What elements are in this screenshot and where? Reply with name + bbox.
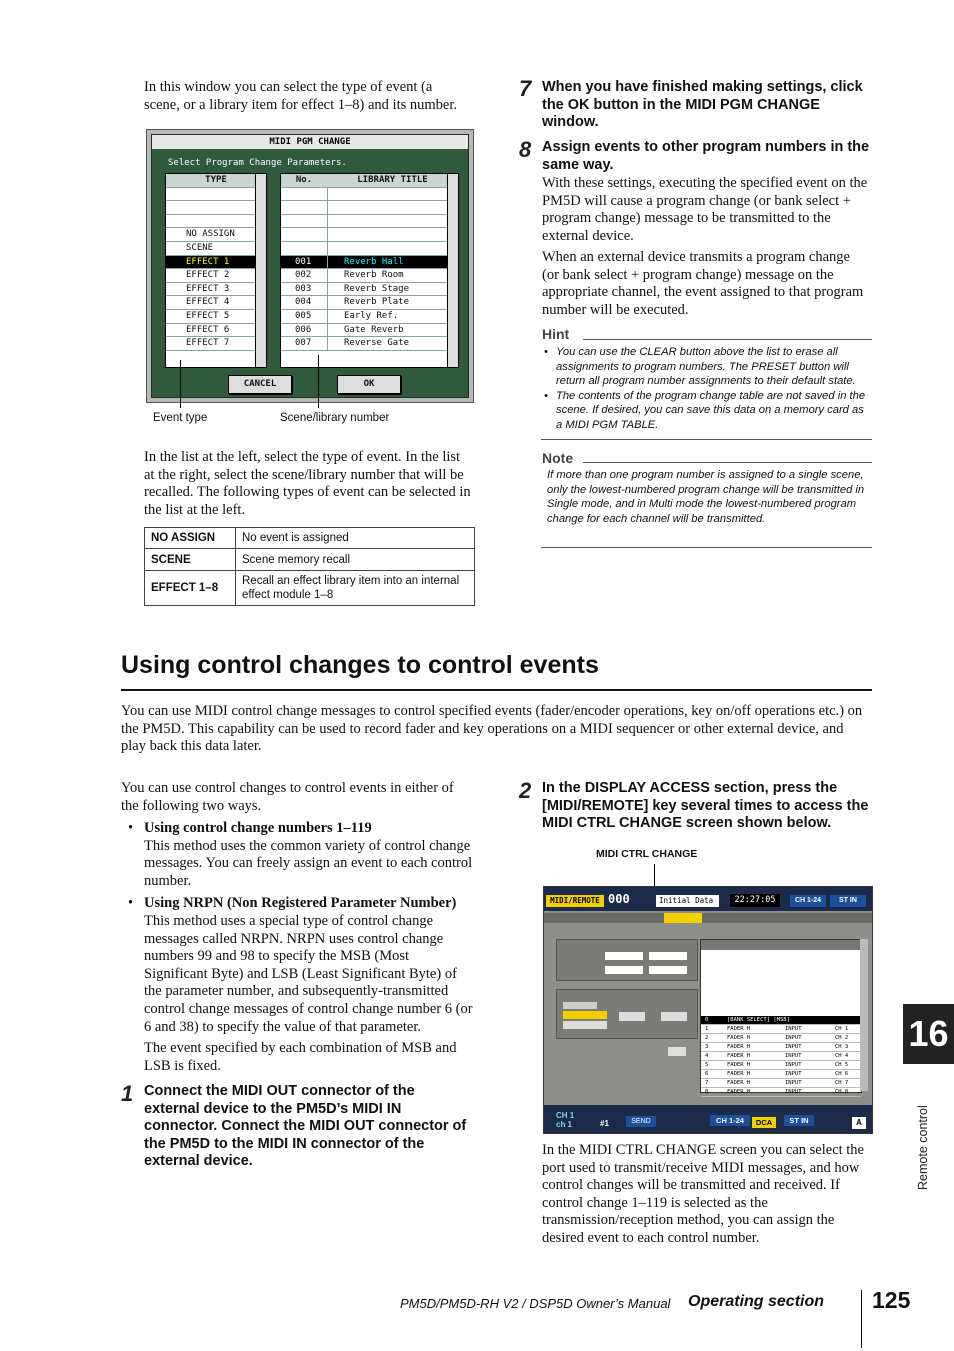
cc-channel: CH 5: [835, 1062, 849, 1068]
type-list-item[interactable]: SCENE: [166, 242, 255, 256]
program-number: [281, 228, 327, 241]
rx-port-field[interactable]: [649, 952, 687, 960]
table-key: SCENE: [145, 549, 236, 571]
program-number: 003: [295, 283, 312, 294]
hint-rule: [583, 339, 872, 340]
type-list-item[interactable]: [166, 188, 255, 202]
page-number: 125: [872, 1287, 911, 1313]
bullet-extra: The event specified by each combination of MSB and LSB is fixed.: [144, 1040, 457, 1074]
note-rule: [583, 462, 872, 463]
cc-number: 4: [705, 1053, 709, 1059]
midi-pgm-change-window: [146, 129, 474, 403]
cc-channel: CH 7: [835, 1080, 849, 1086]
library-scrollbar[interactable]: [447, 174, 458, 367]
cc-number: 0: [705, 1017, 709, 1023]
cc-channel: CH 1: [835, 1026, 849, 1032]
window-subtitle: Select Program Change Parameters.: [168, 158, 347, 168]
type-list-item[interactable]: [166, 215, 255, 229]
type-list[interactable]: [165, 173, 267, 368]
control-change-setup-panel: [556, 989, 698, 1039]
table-key: EFFECT 1–8: [145, 571, 236, 606]
library-title-header: LIBRARY TITLE: [357, 175, 428, 185]
program-number: [281, 201, 327, 214]
ctrl-callout: MIDI CTRL CHANGE: [596, 848, 698, 860]
library-list-item[interactable]: [281, 188, 447, 202]
type-list-item[interactable]: EFFECT 2: [166, 269, 255, 283]
cc-event-name: FADER H: [727, 1026, 751, 1032]
type-list-item[interactable]: EFFECT 3: [166, 283, 255, 297]
event-type-table: [144, 527, 475, 606]
note-text: If more than one program number is assigned to a single scene, only the lowest-numbered program change will be transmitted in Single mode, and in Multi mode the lowest-numbered program change for each channel will be transmitted.: [547, 469, 865, 525]
cc-event-type: INPUT: [785, 1044, 802, 1050]
step-2-title: In the DISPLAY ACCESS section, press the [MIDI/REMOTE] key several times to access the MIDI CTRL CHANGE screen shown below.: [542, 780, 869, 832]
cc-event-name: FADER H: [727, 1053, 751, 1059]
step-7-number: 7: [519, 76, 532, 101]
midi-setup-panel: [556, 939, 698, 981]
program-number: 001: [281, 256, 327, 269]
control-change-row[interactable]: [701, 1088, 861, 1097]
list-header: [701, 940, 861, 950]
bullet-title: Using NRPN (Non Registered Parameter Number): [144, 895, 457, 912]
cc-channel: CH 8: [835, 1089, 849, 1095]
footer-manual: PM5D/PM5D-RH V2 / DSP5D Owner’s Manual: [400, 1296, 671, 1311]
cc-number: 3: [705, 1044, 709, 1050]
library-title: Early Ref.: [327, 310, 447, 323]
cc-event-type: INPUT: [785, 1089, 802, 1095]
table-desc: Recall an effect library item into an internal effect module 1–8: [236, 571, 475, 606]
list-paragraph: In the list at the left, select the type of event. In the list at the right, select the scene/library number that will be recalled. The following types of event can be selected in the list at the left.: [144, 449, 471, 518]
type-header: TYPE: [166, 174, 266, 188]
control-change-event-list[interactable]: [700, 939, 862, 1093]
program-number: [281, 188, 327, 201]
program-number: 002: [295, 270, 312, 281]
note-label: Note: [542, 450, 574, 466]
section-title: Using control changes to control events: [121, 651, 599, 679]
cc-number: 1: [705, 1026, 709, 1032]
library-list-item[interactable]: [281, 310, 447, 324]
control-change-row[interactable]: [701, 1070, 861, 1079]
cc-event-name: FADER H: [727, 1080, 751, 1086]
stin-button[interactable]: ST IN: [784, 1115, 814, 1126]
meter-stin-button[interactable]: ST IN: [830, 895, 866, 907]
event-type-callout: Event type: [153, 412, 208, 424]
table-multi-button[interactable]: [563, 1021, 607, 1029]
hint-item: • The contents of the program change table are not saved in the scene. If desired, you can save this data on a memory card as a MIDI PGM TABLE.: [544, 389, 866, 431]
control-change-row[interactable]: [701, 1052, 861, 1061]
ctrl-paragraph: In the MIDI CTRL CHANGE screen you can select the port used to transmit/receive MIDI messages, and how control changes will be transmitted and received. If control change 1–119 is selected as the transmission/reception method, you can assign the desired event to each control number.: [542, 1142, 864, 1246]
scene-number: 000: [608, 892, 630, 906]
footer-section: Operating section: [688, 1293, 825, 1310]
program-number: [281, 215, 327, 228]
cc-channel: [831, 1016, 861, 1024]
step-8-number: 8: [519, 137, 532, 162]
window-title: MIDI PGM CHANGE: [152, 135, 468, 149]
program-number: 006: [295, 324, 312, 335]
note-bottom-rule: [541, 547, 872, 548]
step-1-title: Connect the MIDI OUT connector of the external device to the PM5D’s MIDI IN connector. Connect the MIDI OUT connector of the PM5D to the MIDI IN connector of the external device.: [144, 1083, 467, 1170]
scene-library-callout: Scene/library number: [280, 412, 390, 424]
library-list-item[interactable]: [281, 324, 447, 338]
step-2-number: 2: [519, 778, 532, 803]
library-title: [327, 188, 447, 201]
control-change-row[interactable]: [701, 1025, 861, 1034]
library-list[interactable]: [280, 173, 459, 368]
library-title: Reverb Hall: [327, 256, 447, 269]
section-intro: You can use MIDI control change messages to control specified events (fader/encoder operations, key on/off operations etc.) on the PM5D. This capability can be used to record fader and key operations on a MIDI sequencer or other external device, and play back this data later.: [121, 703, 863, 755]
cc-event-name: FADER H: [727, 1062, 751, 1068]
control-change-row[interactable]: [701, 1079, 861, 1088]
table-key: NO ASSIGN: [145, 528, 236, 549]
control-change-row[interactable]: [701, 1043, 861, 1052]
cc-channel: CH 4: [835, 1053, 849, 1059]
library-title: Reverse Gate: [327, 337, 447, 350]
cancel-button[interactable]: CANCEL: [228, 375, 292, 394]
type-list-item[interactable]: EFFECT 4: [166, 296, 255, 310]
library-list-item[interactable]: [281, 337, 447, 351]
step-7-title: When you have finished making settings, click the OK button in the MIDI PGM CHANGE window.: [542, 79, 863, 131]
tab-midi-remote[interactable]: MIDI/REMOTE: [546, 895, 604, 907]
library-header-row: [281, 174, 458, 188]
cc-number: 2: [705, 1035, 709, 1041]
cc-event-type: INPUT: [785, 1071, 802, 1077]
library-list-item[interactable]: [281, 269, 447, 283]
cc-channel: CH 2: [835, 1035, 849, 1041]
type-scrollbar[interactable]: [255, 174, 266, 367]
layer-a-indicator: A: [852, 1117, 866, 1129]
scene-name: Initial Data: [656, 895, 719, 907]
bullet-list: [128, 820, 474, 1075]
list-scrollbar[interactable]: [860, 939, 868, 1091]
cc-event-type: INPUT: [785, 1080, 802, 1086]
nrpn-button[interactable]: [563, 1002, 597, 1009]
library-title: [327, 228, 447, 241]
library-title: [327, 242, 447, 255]
hint-item: • You can use the CLEAR button above the list to erase all assignments to program numbers. The PRESET button will return all program number assignments to their default state.: [544, 346, 856, 388]
chapter-label: Remote control: [916, 1105, 930, 1190]
cc-channel: CH 6: [835, 1071, 849, 1077]
hint-label: Hint: [542, 326, 570, 342]
cc-number: 5: [705, 1062, 709, 1068]
midi-ctrl-change-screen: [543, 886, 873, 1134]
table-cc-button[interactable]: [563, 1011, 607, 1019]
sub-tab-row[interactable]: [544, 913, 872, 923]
cc-event-name: [BANK SELECT] [MSB]: [727, 1017, 790, 1023]
control-change-row[interactable]: [701, 1034, 861, 1043]
control-change-row[interactable]: [701, 1061, 861, 1070]
table-desc: No event is assigned: [236, 528, 475, 549]
type-list-item[interactable]: NO ASSIGN: [166, 228, 255, 242]
library-list-item[interactable]: [281, 256, 447, 270]
type-list-item[interactable]: [166, 201, 255, 215]
screen-bottom-bar: [544, 1105, 872, 1133]
tx-off-button[interactable]: [619, 1012, 645, 1021]
bullet-title: Using control change numbers 1–119: [144, 820, 372, 836]
rx-off-button[interactable]: [661, 1012, 687, 1021]
cc-event-type: [781, 1016, 831, 1024]
cc-event-name: FADER H: [727, 1089, 751, 1095]
section-rule: [121, 689, 872, 691]
list-item: • Using NRPN (Non Registered Parameter Number) This method uses a special type of control change messages called NRPN. NRPN uses control change numbers 99 and 98 to specify the MSB (Most Significant Byte) and LSB (Least Significant Byte) of the parameter number, and subsequently-transmitted control change messages of control change number 6 (or 6 and 38) to specify the value of that parameter. The event specified by each combination of MSB and LSB is fixed.: [128, 895, 473, 1074]
cc-number: 6: [705, 1071, 709, 1077]
step-8-paragraph-1: With these settings, executing the specified event on the PM5D will cause a program change (or bank select + program change) message to be transmitted to the external device.: [542, 175, 868, 244]
send-button[interactable]: SEND: [626, 1116, 656, 1127]
cc-event-name: FADER H: [727, 1035, 751, 1041]
cc-event-type: INPUT: [785, 1026, 802, 1032]
meter-ch-button[interactable]: CH 1-24: [790, 895, 826, 907]
chapter-tab: 16: [903, 1004, 954, 1064]
library-title: [327, 201, 447, 214]
ok-button[interactable]: OK: [337, 375, 401, 394]
tab-ctrl-change-active[interactable]: [664, 913, 702, 923]
table-desc: Scene memory recall: [236, 549, 475, 571]
scene-library-leader: [318, 355, 319, 408]
list-item: • Using control change numbers 1–119 This method uses the common variety of control change messages. You can freely assign an event to each control number.: [128, 820, 473, 889]
program-number: 004: [295, 297, 312, 308]
cc-number: 8: [705, 1089, 709, 1095]
step-8-title: Assign events to other program numbers in the same way.: [542, 139, 870, 173]
library-list-item[interactable]: [281, 201, 447, 215]
cc-channel: CH 3: [835, 1044, 849, 1050]
intro-paragraph: In this window you can select the type of event (a scene, or a library item for effect 1–8) and its number.: [144, 79, 457, 113]
tx-ch-field[interactable]: [605, 966, 643, 974]
type-list-item[interactable]: EFFECT 1: [166, 256, 255, 270]
program-number: [281, 242, 327, 255]
library-list-item[interactable]: [281, 215, 447, 229]
control-change-row[interactable]: [701, 1016, 861, 1025]
echo-off-button[interactable]: [668, 1047, 686, 1056]
event-type-leader: [180, 360, 181, 408]
cc-event-type: INPUT: [785, 1053, 802, 1059]
library-list-item[interactable]: [281, 228, 447, 242]
step-8-paragraph-2: When an external device transmits a program change (or bank select + program change) message on the appropriate channel, the event assigned to that program number will be executed.: [542, 249, 864, 318]
selected-channel: CH 1 ch 1: [556, 1111, 575, 1129]
library-list-item[interactable]: [281, 242, 447, 256]
cc-event-name: FADER H: [727, 1044, 751, 1050]
step-1-number: 1: [121, 1081, 134, 1106]
library-title: [327, 215, 447, 228]
cc-event-type: INPUT: [785, 1035, 802, 1041]
type-list-item[interactable]: EFFECT 5: [166, 310, 255, 324]
cc-event-name: FADER H: [727, 1071, 751, 1077]
footer-divider: [861, 1290, 862, 1348]
program-number: 005: [295, 310, 312, 321]
program-number: 007: [295, 338, 312, 349]
library-list-item[interactable]: [281, 296, 447, 310]
ways-intro: You can use control changes to control events in either of the following two ways.: [121, 780, 454, 814]
type-list-item[interactable]: EFFECT 6: [166, 324, 255, 338]
bank-number: #1: [600, 1119, 609, 1128]
type-list-item[interactable]: EFFECT 7: [166, 337, 255, 351]
library-title: Reverb Stage: [327, 283, 447, 296]
library-title: Reverb Plate: [327, 296, 447, 309]
hint-list: [544, 345, 872, 433]
library-title: Reverb Room: [327, 269, 447, 282]
dca-button[interactable]: DCA: [752, 1117, 776, 1128]
list-blank-area: [701, 950, 861, 1016]
bullet-text: This method uses the common variety of control change messages. You can freely assign an event to each control number.: [144, 837, 473, 889]
range-button[interactable]: CH 1-24: [710, 1115, 750, 1126]
present-time: 22:27:05: [730, 894, 780, 907]
bullet-text: This method uses a special type of control change messages called NRPN. NRPN uses control change numbers 99 and 98 to specify the MSB (Most Significant Byte) and LSB (Least Significant Byte) of the parameter number, and subsequently-transmitted control change messages of control change number 6 (or 6 and 38) to specify the value of that parameter.: [144, 912, 473, 1035]
number-header: No.: [295, 175, 313, 185]
library-title: Gate Reverb: [327, 324, 447, 337]
hint-bottom-rule: [541, 439, 872, 440]
cc-event-type: INPUT: [785, 1062, 802, 1068]
rx-ch-field[interactable]: [649, 966, 687, 974]
cc-number: 7: [705, 1080, 709, 1086]
tx-port-field[interactable]: [605, 952, 643, 960]
library-list-item[interactable]: [281, 283, 447, 297]
